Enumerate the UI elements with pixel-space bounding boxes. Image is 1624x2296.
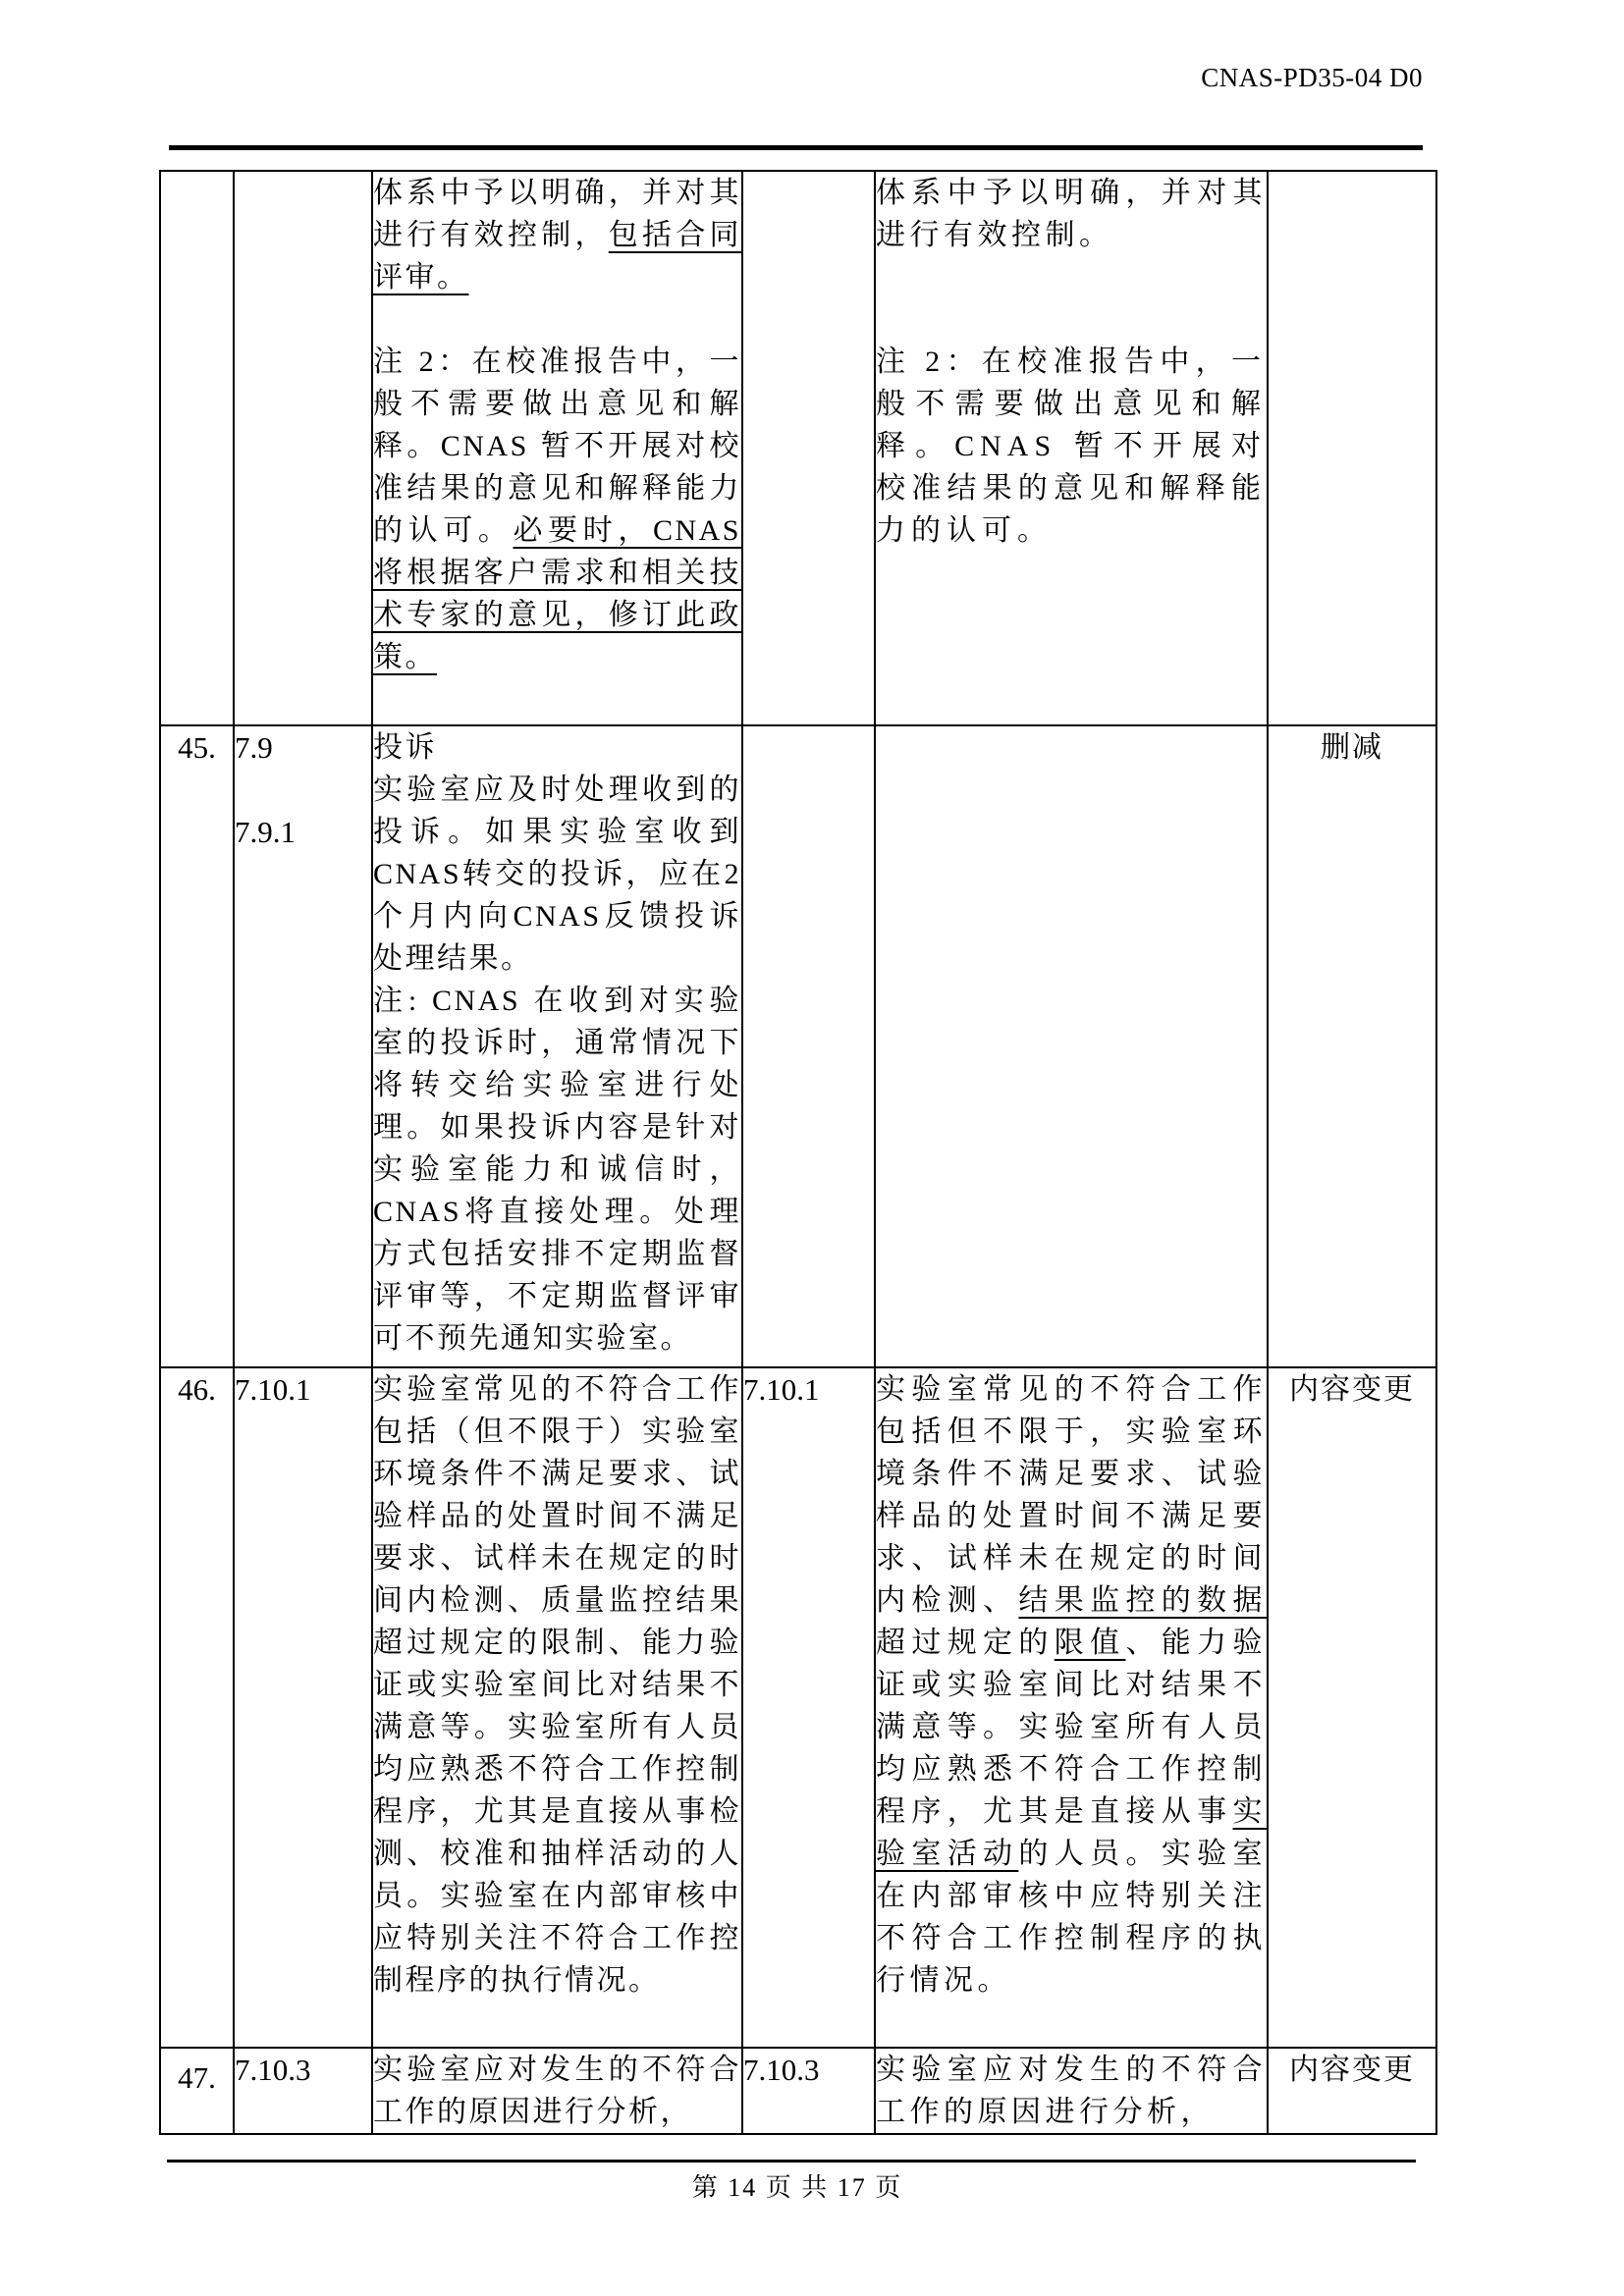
- row-45-number-cell: 45.: [160, 725, 234, 1367]
- text-run: 体系中予以明确，并对其进行有效控制，: [373, 177, 741, 251]
- row-46-clause-new-cell: 7.10.1: [742, 1367, 875, 2048]
- row-46-new-text-cell: [875, 1367, 1268, 2048]
- text-run: 实验室常见的不符合工作包括但不限于，实验室环境条件不满足要求、试验样品的处置时间不满足要求、试样未在规定的时间内检测、: [876, 1373, 1267, 1617]
- row-47-clause-new-cell: 7.10.3: [742, 2048, 875, 2134]
- row-47-clause-old-cell: 7.10.3: [234, 2048, 372, 2134]
- row-45-new-text-cell: [875, 725, 1268, 1367]
- new-text-paragraph: 体系中予以明确，并对其进行有效控制。: [876, 177, 1267, 251]
- row-47-old-text-cell: [372, 2048, 742, 2134]
- old-note-paragraph: 注: CNAS 在收到对实验室的投诉时，通常情况下将转交给实验室进行处理。如果投诉内容是针对实验室能力和诚信时，CNAS将直接处理。处理方式包括安排不定期监督评审等，不定期监督评审可不预先通知实验室。: [373, 985, 741, 1355]
- row-cont-new-text-cell: [875, 171, 1268, 725]
- blank-line: [373, 298, 741, 341]
- row-47-number-cell: 47.: [160, 2048, 234, 2134]
- row-cont-old-text-cell: [372, 171, 742, 725]
- text-run: 、能力验证或实验室间比对结果不满意等。实验室所有人员均应熟悉不符合工作控制程序，尤其是直接从事: [876, 1627, 1268, 1828]
- underlined-text-run: 限值: [1054, 1627, 1126, 1659]
- old-text-paragraph: 实验室应及时处理收到的投诉。如果实验室收到CNAS转交的投诉，应在2个月内向CNAS反馈投诉处理结果。: [373, 774, 741, 975]
- row-cont-clause-new-cell: [742, 171, 875, 725]
- row-45-clause-new-cell: [742, 725, 875, 1367]
- comparison-table: [159, 170, 1437, 2135]
- text-run: 的人员。实验室在内部审核中应特别关注不符合工作控制程序的执行情况。: [876, 1838, 1268, 1997]
- underlined-text-run: 必要时，CNAS 将根据客户需求和相关技术专家的意见，修订此政策。: [373, 514, 741, 673]
- table-row-46: [160, 1367, 1436, 2048]
- text-run: 注 2：在校准报告中，一般不需要做出意见和解释。CNAS 暂不开展对校准结果的意见和解释能力的认可。: [373, 346, 741, 547]
- row-47-change-cell: 内容变更: [1268, 2048, 1436, 2134]
- clause-number: 7.9: [235, 730, 273, 765]
- row-45-change-cell: 删减: [1268, 725, 1436, 1367]
- old-text-title: 投诉: [373, 731, 437, 764]
- row-cont-number-cell: [160, 171, 234, 725]
- row-46-clause-old-cell: 7.10.1: [234, 1367, 372, 2048]
- blank-lines: [876, 256, 1267, 341]
- table-row-47: [160, 2048, 1436, 2134]
- underlined-text-run: 实验室活动: [876, 1795, 1267, 1870]
- table-row-continuation: [160, 171, 1436, 725]
- underlined-text-run: 结果监控的: [1018, 1584, 1198, 1617]
- text-run: 超过规定的: [876, 1627, 1055, 1659]
- row-46-number-cell: 46.: [160, 1367, 234, 2048]
- clause-number: 7.9.1: [235, 815, 296, 849]
- blank-line: [235, 769, 371, 811]
- new-text-paragraph: 实验室应对发生的不符合工作的原因进行分析，: [876, 2054, 1267, 2128]
- footer-rule: [167, 2160, 1416, 2163]
- page-number: 第 14 页 共 17 页: [691, 2173, 903, 2202]
- row-46-old-text-cell: [372, 1367, 742, 2048]
- old-text-paragraph: 实验室应对发生的不符合工作的原因进行分析，: [373, 2054, 741, 2128]
- doc-code: CNAS-PD35-04 D0: [1201, 63, 1423, 92]
- table-row-45: [160, 725, 1436, 1367]
- header-rule: [169, 145, 1423, 150]
- row-cont-clause-old-cell: [234, 171, 372, 725]
- row-cont-change-cell: [1268, 171, 1436, 725]
- underlined-text-run: 数据: [1197, 1584, 1268, 1617]
- row-47-new-text-cell: [875, 2048, 1268, 2134]
- row-45-clause-old-cell: [234, 725, 372, 1367]
- old-text-paragraph: [373, 172, 741, 298]
- row-45-old-text-cell: [372, 725, 742, 1367]
- new-text-paragraph: [876, 1368, 1267, 2002]
- new-note-paragraph: 注 2：在校准报告中，一般不需要做出意见和解释。CNAS 暂不开展对校准结果的意见和解释能力的认可。: [876, 346, 1267, 547]
- row-46-change-cell: 内容变更: [1268, 1367, 1436, 2048]
- old-note-paragraph: [373, 341, 741, 678]
- old-text-paragraph: 实验室常见的不符合工作包括（但不限于）实验室环境条件不满足要求、试验样品的处置时间不满足要求、试样未在规定的时间内检测、质量监控结果超过规定的限制、能力验证或实验室间比对结果不满意等。实验室所有人员均应熟悉不符合工作控制程序，尤其是直接从事检测、校准和抽样活动的人员。实验室在内部审核中应特别关注不符合工作控制程序的执行情况。: [373, 1373, 741, 1997]
- underlined-text-run: 包括合同评审。: [373, 219, 741, 294]
